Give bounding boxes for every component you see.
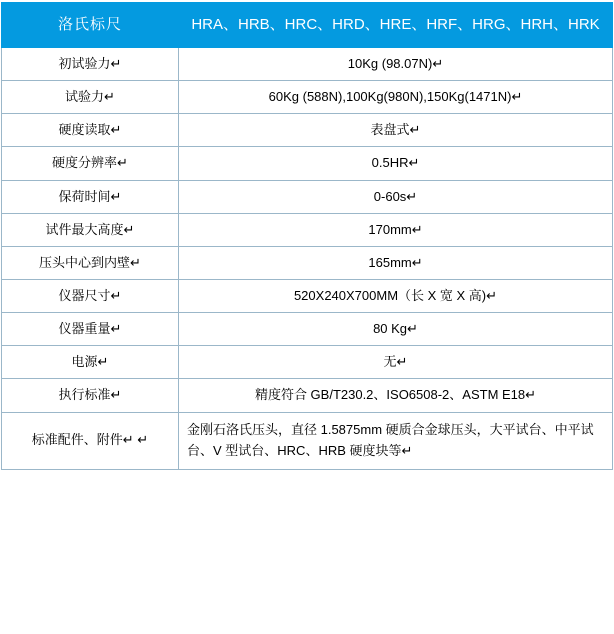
table-header-row xyxy=(2,3,613,48)
row-value: 10Kg (98.07N)↵ xyxy=(179,48,613,81)
row-value: 165mm↵ xyxy=(179,246,613,279)
row-value: 无↵ xyxy=(179,346,613,379)
row-value: 表盘式↵ xyxy=(179,114,613,147)
table-row xyxy=(2,213,613,246)
row-value: 60Kg (588N),100Kg(980N),150Kg(1471N)↵ xyxy=(179,81,613,114)
row-label: 试件最大高度↵ xyxy=(2,213,179,246)
row-label: 仪器重量↵ xyxy=(2,313,179,346)
row-value: 520X240X700MM（长 X 宽 X 高)↵ xyxy=(179,279,613,312)
table-row xyxy=(2,279,613,312)
row-label: 仪器尺寸↵ xyxy=(2,279,179,312)
table-body xyxy=(2,3,613,470)
table-row xyxy=(2,379,613,412)
row-label: 标准配件、附件↵ ↵ xyxy=(2,412,179,469)
row-value: 金刚石洛氏压头，直径 1.5875mm 硬质合金球压头，大平试台、中平试台、V 型试台、HRC、HRB 硬度块等↵ xyxy=(179,412,613,469)
table-row xyxy=(2,346,613,379)
table-row xyxy=(2,412,613,469)
specification-table xyxy=(1,2,613,470)
row-label: 执行标准↵ xyxy=(2,379,179,412)
table-row xyxy=(2,313,613,346)
row-label: 试验力↵ xyxy=(2,81,179,114)
table-row xyxy=(2,114,613,147)
table-row xyxy=(2,246,613,279)
row-label: 初试验力↵ xyxy=(2,48,179,81)
row-label: 压头中心到内壁↵ xyxy=(2,246,179,279)
row-value: 80 Kg↵ xyxy=(179,313,613,346)
row-label: 保荷时间↵ xyxy=(2,180,179,213)
row-label: 硬度读取↵ xyxy=(2,114,179,147)
row-value: 170mm↵ xyxy=(179,213,613,246)
row-label: 硬度分辨率↵ xyxy=(2,147,179,180)
header-cell-scales-list: HRA、HRB、HRC、HRD、HRE、HRF、HRG、HRH、HRK xyxy=(179,3,613,48)
row-value: 0-60s↵ xyxy=(179,180,613,213)
table-row xyxy=(2,180,613,213)
table-row xyxy=(2,147,613,180)
row-value: 精度符合 GB/T230.2、ISO6508-2、ASTM E18↵ xyxy=(179,379,613,412)
table-row xyxy=(2,48,613,81)
header-cell-scale: 洛氏标尺 xyxy=(2,3,179,48)
row-label: 电源↵ xyxy=(2,346,179,379)
row-value: 0.5HR↵ xyxy=(179,147,613,180)
table-row xyxy=(2,81,613,114)
